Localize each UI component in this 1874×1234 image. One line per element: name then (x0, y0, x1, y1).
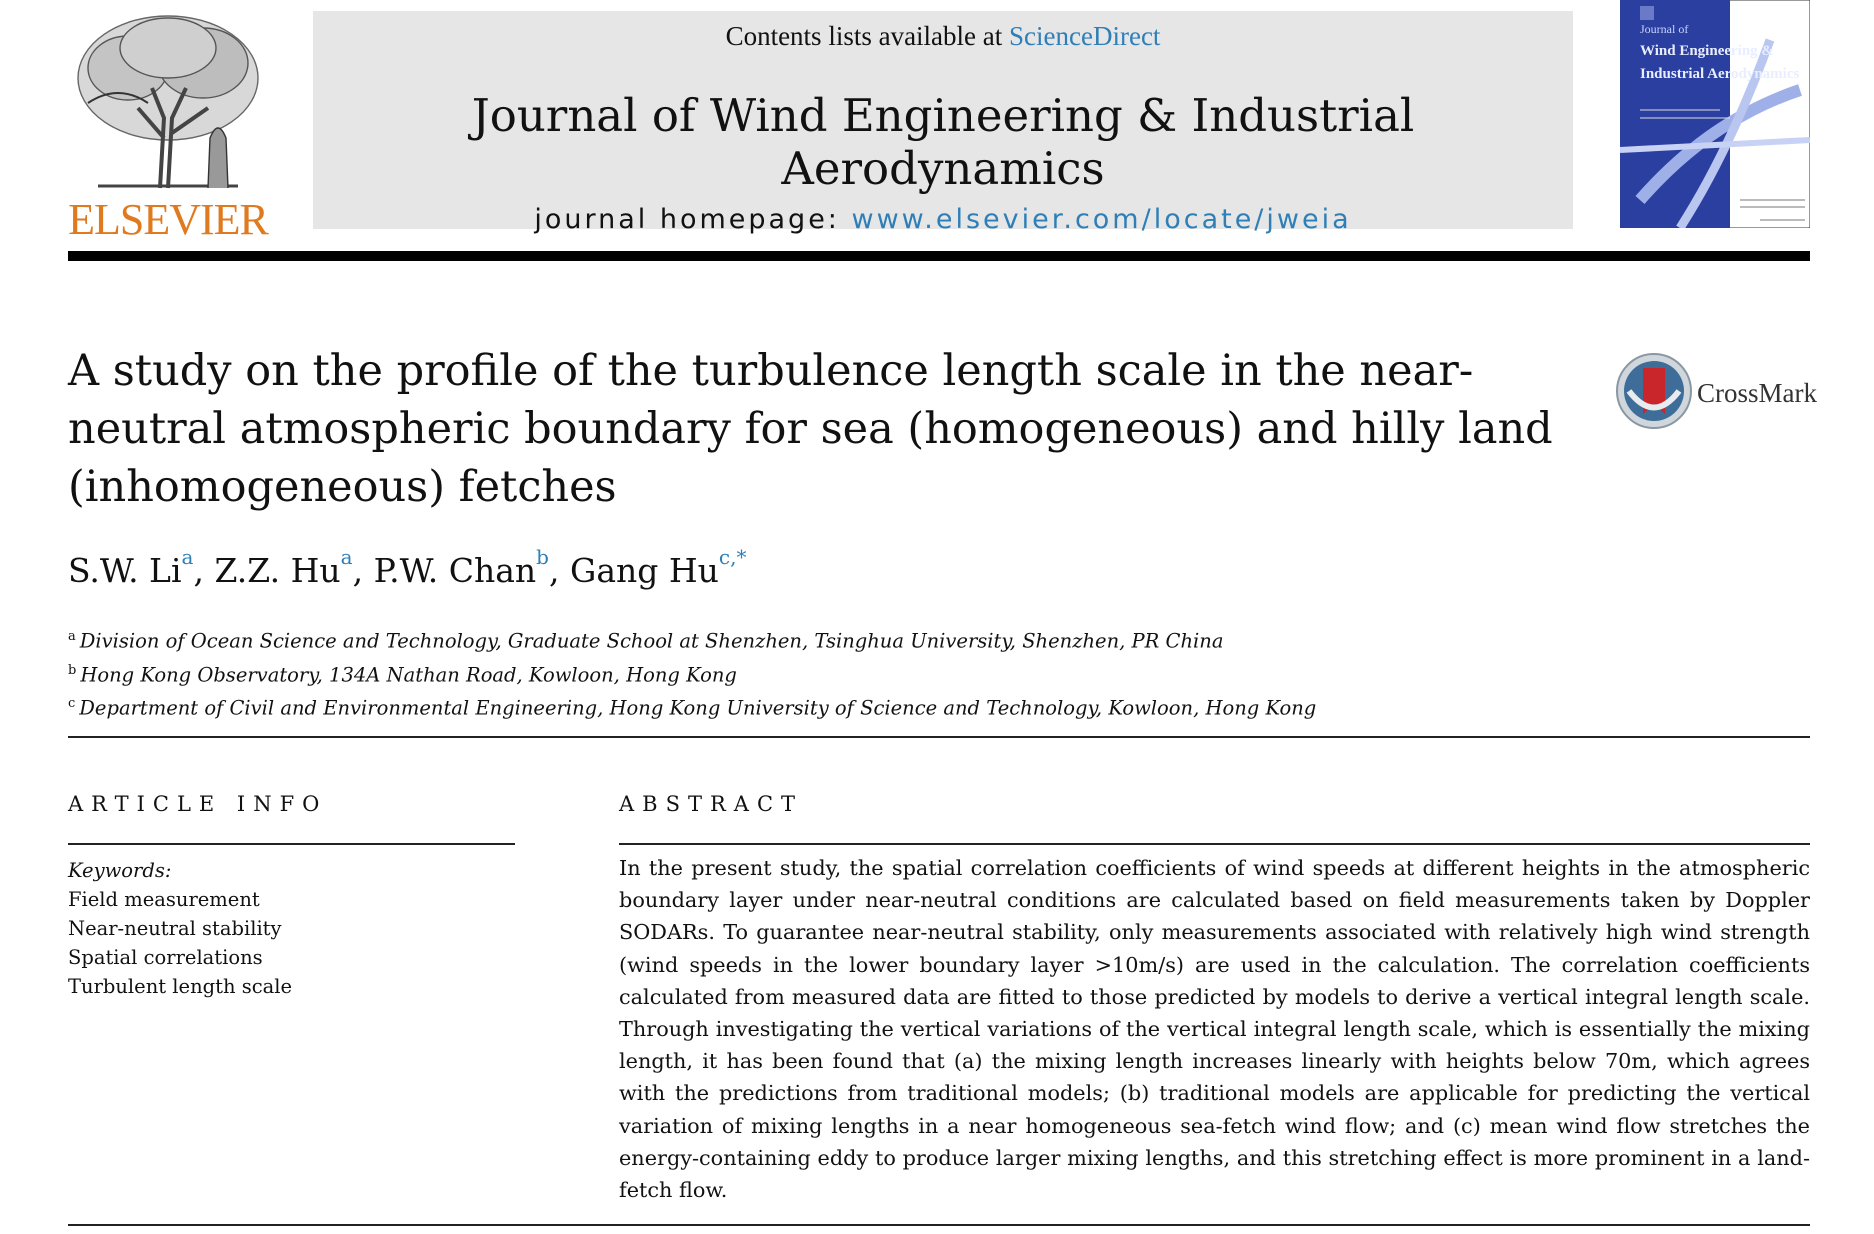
keyword-item: Near-neutral stability (68, 917, 282, 940)
affiliation-item (68, 622, 1316, 656)
homepage-line (313, 204, 1573, 235)
cover-line-3: Industrial Aerodynamics (1640, 66, 1800, 82)
homepage-link[interactable]: www.elsevier.com/locate/jweia (851, 204, 1352, 235)
crossmark-button[interactable] (1615, 352, 1815, 432)
keywords-label: Keywords: (68, 859, 172, 882)
keywords-list (68, 856, 292, 1001)
author-name[interactable]: Gang Hu (569, 551, 719, 590)
author-name[interactable]: S.W. Li (68, 551, 182, 590)
journal-cover-image (1620, 0, 1810, 228)
affiliation-item (68, 656, 1316, 690)
author-name[interactable]: P.W. Chan (373, 551, 537, 590)
elsevier-logo[interactable] (68, 8, 268, 244)
article-title: A study on the profile of the turbulence length scale in the near-neutral atmospheric boundary for sea (homogeneous) and hilly land (inhomogeneous) fetches (68, 346, 1553, 512)
affiliation-mark: b (68, 662, 77, 678)
affiliation-text: Department of Civil and Environmental Engineering, Hong Kong University of Science and Technology, Kowloon, Hong Kong (79, 696, 1317, 720)
journal-banner (313, 11, 1573, 235)
author-list (68, 545, 747, 590)
sciencedirect-link[interactable]: ScienceDirect (1009, 21, 1161, 51)
keyword-item: Spatial correlations (68, 946, 263, 969)
journal-title: Journal of Wind Engineering & Industrial Aerodynamics (471, 89, 1415, 195)
publisher-wordmark: ELSEVIER (68, 195, 268, 244)
author-affiliation-mark[interactable]: b (536, 545, 549, 569)
affiliation-item (68, 689, 1316, 723)
homepage-prefix: journal homepage: (534, 204, 852, 235)
affiliation-mark: c (68, 696, 76, 711)
cover-line-1: Journal of (1640, 22, 1689, 36)
author-affiliation-mark[interactable]: a (181, 545, 194, 569)
author-separator: , (193, 551, 215, 590)
header-divider (68, 251, 1810, 261)
contents-line (313, 21, 1573, 52)
abstract-divider (619, 843, 1810, 845)
article-info-divider (68, 843, 515, 845)
abstract-text: In the present study, the spatial correlation coefficients of wind speeds at different heights in the atmospheric boundary layer under near-neutral conditions are calculated based on field measurements taken by Doppler SODARs. To guarantee near-neutral stability, only measurements associated with relatively high wind strength (wind speeds in the lower boundary layer >10m/s) are used in the calculation. The correlation coefficients calculated from measured data are fitted to those predicted by models to derive a vertical integral length scale. Through investigating the vertical variations of the vertical integral length scale, which is essentially the mixing length, it has been found that (a) the mixing length increases linearly with heights below 70m, which agrees with the predictions from traditional models; (b) traditional models are applicable for predicting the vertical variation of mixing lengths in a near homogeneous sea-fetch wind flow; and (c) mean wind flow stretches the energy-containing eddy to produce larger mixing lengths, and this stretching effect is more prominent in a land-fetch flow. (619, 856, 1810, 1203)
bottom-divider (68, 1224, 1810, 1226)
abstract-heading: ABSTRACT (619, 792, 804, 816)
article-info-heading: ARTICLE INFO (68, 792, 328, 816)
author-affiliation-mark[interactable]: c,* (718, 545, 747, 569)
keyword-item: Field measurement (68, 888, 260, 911)
affiliations (68, 622, 1316, 723)
journal-cover[interactable] (1620, 0, 1810, 228)
keyword-item: Turbulent length scale (68, 975, 293, 998)
affiliation-text: Division of Ocean Science and Technology, Graduate School at Shenzhen, Tsinghua University, Shenzhen, PR China (79, 629, 1224, 653)
divider (68, 736, 1810, 738)
author-affiliation-mark[interactable]: a (340, 545, 353, 569)
author-separator: , (548, 551, 570, 590)
affiliation-text: Hong Kong Observatory, 134A Nathan Road, Kowloon, Hong Kong (80, 663, 737, 686)
affiliation-mark: a (68, 629, 76, 644)
author-name[interactable]: Z.Z. Hu (214, 551, 341, 590)
cover-line-2: Wind Engineering & (1640, 43, 1774, 59)
crossmark-label: CrossMark (1697, 378, 1817, 408)
contents-prefix: Contents lists available at (725, 21, 1010, 51)
tree-icon (68, 8, 268, 194)
author-separator: , (352, 551, 374, 590)
crossmark-icon (1615, 352, 1693, 430)
